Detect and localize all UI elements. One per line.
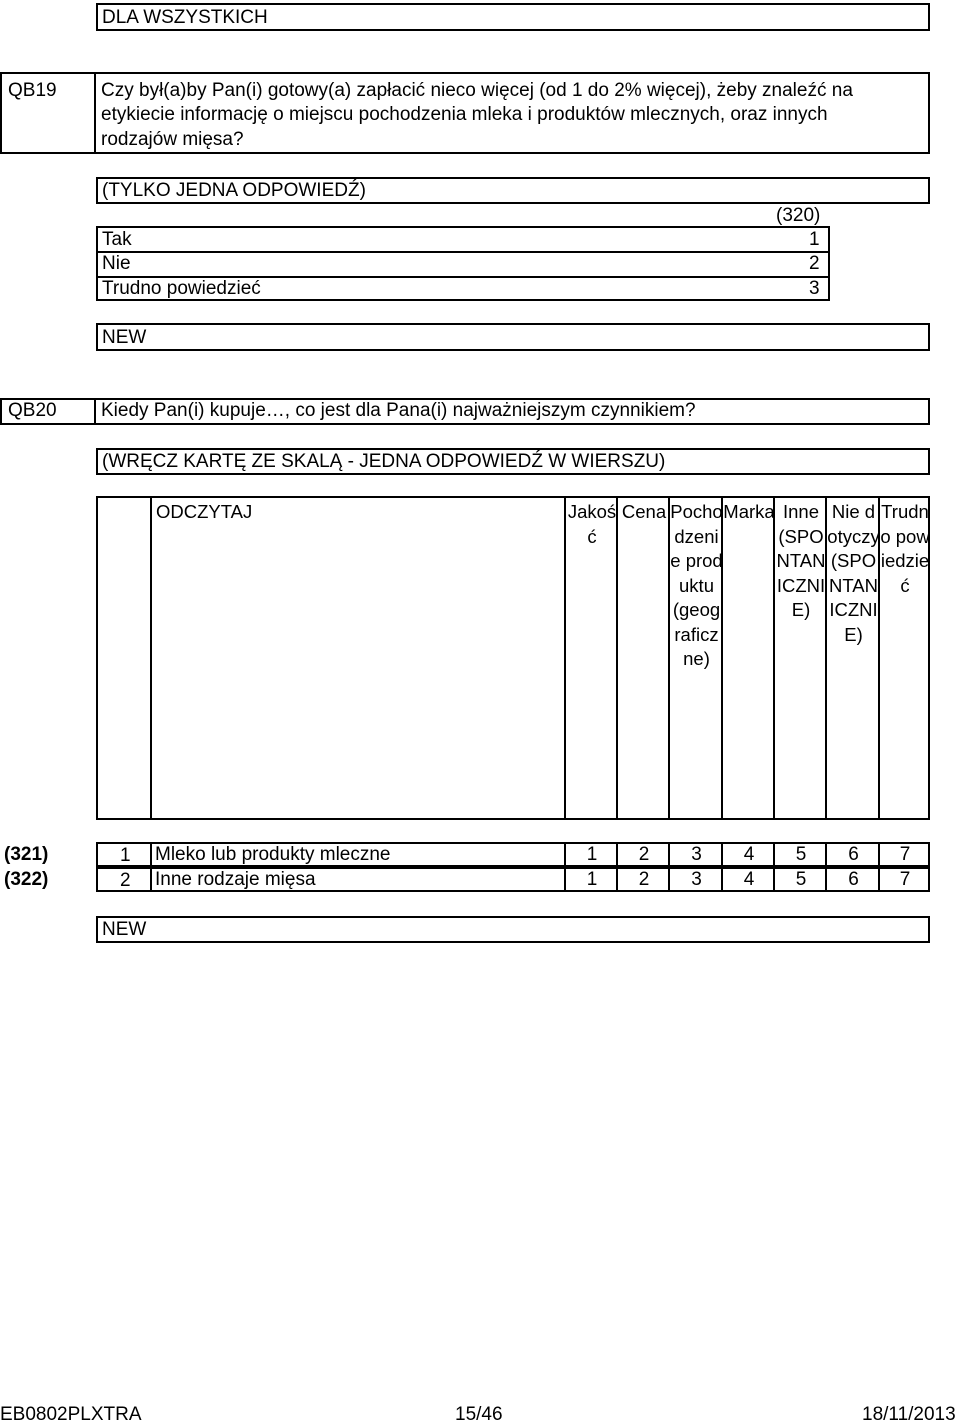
column-header-label: Trudno powiedzieć (880, 501, 930, 596)
option-divider (98, 251, 828, 253)
row-value[interactable]: 7 (878, 844, 930, 865)
column-header-label: Jakość (567, 501, 617, 547)
qb19-options-box (96, 226, 830, 301)
qb19-instruction: (TYLKO JEDNA ODPOWIEDŹ) (102, 180, 366, 201)
row-value[interactable]: 7 (878, 869, 930, 890)
option-trudno-value: 3 (809, 278, 820, 299)
column-header-marka (721, 498, 775, 818)
qb19-question-line-3: rodzajów mięsa? (101, 129, 244, 150)
table-row (96, 842, 930, 867)
qb19-id: QB19 (8, 80, 57, 101)
row-value[interactable]: 5 (773, 869, 827, 890)
row-label-cell (150, 844, 566, 865)
qb19-divider (94, 72, 96, 154)
row-value[interactable]: 6 (825, 844, 880, 865)
section-header (96, 3, 930, 31)
column-header-pochodzenie (668, 498, 723, 818)
row-code: (321) (4, 844, 49, 865)
footer-date: 18/11/2013 (862, 1404, 956, 1425)
option-nie-value: 2 (809, 253, 820, 274)
qb20-instruction-box (96, 448, 930, 475)
read-column (150, 498, 566, 818)
qb20-new-label: NEW (102, 919, 147, 940)
column-header-trudno (878, 498, 930, 818)
row-value[interactable]: 4 (721, 869, 775, 890)
row-value[interactable]: 4 (721, 844, 775, 865)
qb19-question-line-1: Czy był(a)by Pan(i) gotowy(a) zapłacić nieco więcej (od 1 do 2% więcej), żeby znaleźć na (101, 80, 853, 101)
row-value[interactable]: 1 (564, 844, 618, 865)
column-header-nie-dotyczy (825, 498, 880, 818)
row-value[interactable]: 3 (668, 844, 723, 865)
row-value[interactable]: 1 (564, 869, 618, 890)
row-label: Inne rodzaje mięsa (155, 869, 316, 890)
footer-doc-id: EB0802PLXTRA (0, 1404, 142, 1425)
qb19-question-line-2: etykiecie informację o miejscu pochodzenia mleka i produktów mlecznych, oraz innych (101, 104, 828, 125)
qb19-code: (320) (776, 205, 821, 226)
qb20-header-grid (96, 496, 930, 820)
qb19-new-label: NEW (102, 327, 147, 348)
column-header-inne (773, 498, 827, 818)
row-value[interactable]: 6 (825, 869, 880, 890)
row-value[interactable]: 2 (616, 869, 670, 890)
column-header-jakosc (564, 498, 618, 818)
qb20-id: QB20 (8, 400, 57, 421)
table-row (96, 867, 930, 892)
row-label: Mleko lub produkty mleczne (155, 844, 391, 865)
row-value[interactable]: 2 (616, 844, 670, 865)
footer-page: 15/46 (455, 1404, 503, 1425)
row-label-cell (150, 869, 566, 890)
column-header-label: Nie dotyczy (SPONTANICZNIE) (827, 501, 880, 645)
row-code: (322) (4, 869, 49, 890)
qb20-question: Kiedy Pan(i) kupuje…, co jest dla Pana(i) najważniejszym czynnikiem? (101, 400, 696, 421)
option-nie-label: Nie (102, 253, 131, 274)
qb20-new-box (96, 916, 930, 943)
row-value[interactable]: 5 (773, 844, 827, 865)
column-header-label: Cena (621, 501, 667, 522)
qb19-new-box (96, 323, 930, 351)
column-header-cena (616, 498, 670, 818)
row-num: 2 (120, 870, 131, 891)
option-tak-label: Tak (102, 229, 132, 250)
column-header-label: Marka (723, 501, 775, 522)
qb19-instruction-box (96, 177, 930, 204)
column-header-label: Inne (SPONTANICZNIE) (776, 501, 826, 620)
qb20-instruction: (WRĘCZ KARTĘ ZE SKALĄ - JEDNA ODPOWIEDŹ W WIERSZU) (102, 451, 666, 472)
read-label: ODCZYTAJ (156, 501, 253, 522)
option-trudno-label: Trudno powiedzieć (102, 278, 261, 299)
qb20-divider (94, 398, 96, 425)
option-tak-value: 1 (809, 229, 820, 250)
row-value[interactable]: 3 (668, 869, 723, 890)
column-header-label: Pochodzenie produktu (geograficzne) (670, 501, 723, 669)
row-num: 1 (120, 845, 131, 866)
section-header-label: DLA WSZYSTKICH (102, 7, 268, 28)
